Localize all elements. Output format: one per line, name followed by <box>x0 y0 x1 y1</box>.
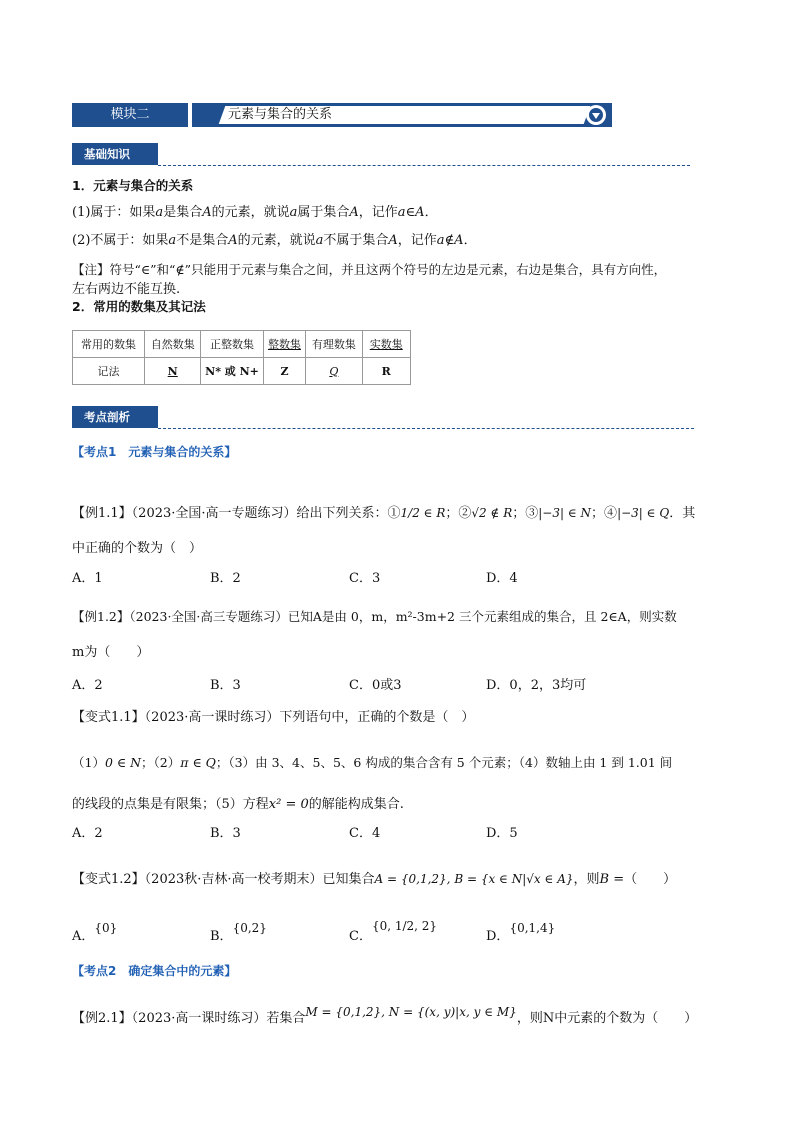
option-d: D．5 <box>486 826 518 841</box>
table-header: 自然数集 <box>145 331 201 358</box>
table-header: 常用的数集 <box>73 331 145 358</box>
chevron-down-icon[interactable] <box>586 105 606 125</box>
option-b: B．{0,2} <box>210 921 267 944</box>
variant-1-1: 【变式1.1】（2023·高一课时练习）下列语句中，正确的个数是（ ） <box>72 710 475 725</box>
table-header: 整数集 <box>263 331 306 358</box>
point-heading-1: 【考点1 元素与集合的关系】 <box>72 445 237 459</box>
section-heading: 1．元素与集合的关系 <box>72 178 194 193</box>
notbelong-definition: (2)不属于：如果a不是集合A的元素，就说a不属于集合A，记作a∉A． <box>72 233 477 248</box>
option-a: A．2 <box>72 678 103 693</box>
module-label: 模块二 <box>72 103 192 127</box>
option-c: C．0或3 <box>349 678 402 693</box>
example-1-1: 【例1.1】（2023·全国·高一专题练习）给出下列关系：①1/2 ∈ R；②√2 ∉ R；③|−3| ∈ N；④|−3| ∈ Q．其 <box>72 506 696 521</box>
belong-definition: (1)属于：如果a是集合A的元素，就说a属于集合A，记作a∈A． <box>72 205 438 220</box>
table-cell: 记法 <box>73 358 145 385</box>
table-header: 正整数集 <box>201 331 263 358</box>
table-cell: Q <box>306 358 362 385</box>
section-heading-2: 2．常用的数集及其记法 <box>72 299 206 314</box>
module-banner <box>72 103 612 127</box>
number-sets-table <box>72 330 411 385</box>
option-d: D．4 <box>486 571 518 586</box>
table-cell: N* 或 N+ <box>201 358 263 385</box>
table-header: 有理数集 <box>306 331 362 358</box>
option-a: A．1 <box>72 571 103 586</box>
note-line-2: 左右两边不能互换. <box>72 282 181 297</box>
example-1-2-line2: m为（ ） <box>72 645 150 660</box>
variant-1-1-line2: （1）0 ∈ N；（2）π ∈ Q；（3）由 3、4、5、5、6 构成的集合含有 5 个元素；（4）数轴上由 1 到 1.01 间 <box>72 755 673 770</box>
note-line-1: 【注】符号“∈”和“∉”只能用于元素与集合之间，并且这两个符号的左边是元素，右边是集合，具有方向性， <box>72 262 667 277</box>
point-heading-2: 【考点2 确定集合中的元素】 <box>72 964 237 978</box>
option-b: B．3 <box>210 826 241 841</box>
example-1-1-line2: 中正确的个数为（ ） <box>72 541 203 556</box>
option-b: B．2 <box>210 571 241 586</box>
option-c: C．4 <box>349 826 381 841</box>
option-d: D．0，2，3均可 <box>486 678 587 693</box>
option-c: C．{0, 1/2, 2} <box>349 919 438 944</box>
section-tab-basic: 基础知识 <box>72 143 158 165</box>
option-c: C．3 <box>349 571 381 586</box>
example-1-2: 【例1.2】（2023·全国·高三专题练习）已知A是由 0，m，m²-3m+2 三个元素组成的集合，且 2∈A，则实数 <box>72 609 677 624</box>
option-b: B．3 <box>210 678 241 693</box>
table-header: 实数集 <box>362 331 410 358</box>
divider <box>158 428 694 429</box>
variant-1-2: 【变式1.2】（2023秋·吉林·高一校考期末）已知集合A = {0,1,2}, B = {x ∈ N|√x ∈ A}，则B =（ ） <box>72 872 677 887</box>
example-2-1: 【例2.1】（2023·高一课时练习）若集合M = {0,1,2}, N = {(x, y)|x, y ∈ M}，则N中元素的个数为（ ） <box>72 1005 698 1026</box>
section-tab-analysis: 考点剖析 <box>72 406 158 428</box>
option-d: D．{0,1,4} <box>486 921 556 944</box>
option-a: A．2 <box>72 826 103 841</box>
divider <box>158 165 690 166</box>
module-title: 元素与集合的关系 <box>219 106 591 124</box>
table-cell: Z <box>263 358 306 385</box>
table-cell: R <box>362 358 410 385</box>
table-cell: N <box>145 358 201 385</box>
variant-1-1-line3: 的线段的点集是有限集；（5）方程x² = 0的解能构成集合. <box>72 797 404 812</box>
option-a: A．{0} <box>72 921 118 944</box>
